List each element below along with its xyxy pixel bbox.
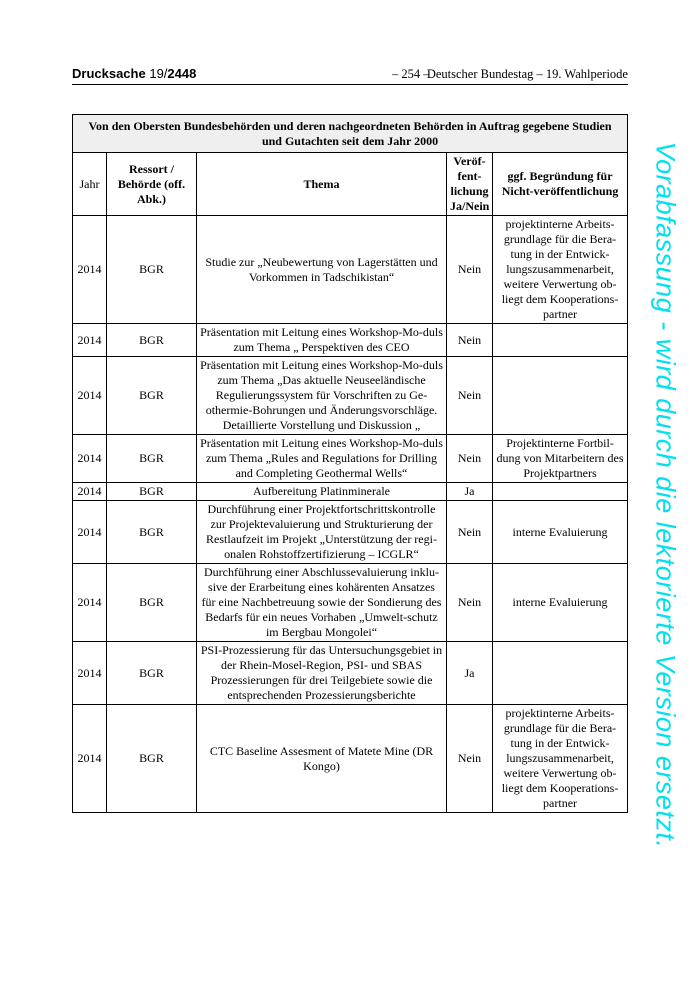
cell-thema: Präsentation mit Leitung eines Workshop-Mo-duls zum Thema „ Perspektiven des CEO <box>197 324 447 357</box>
cell-jahr: 2014 <box>73 357 107 435</box>
page-header <box>72 64 628 85</box>
cell-veroeffentlichung: Nein <box>447 357 493 435</box>
cell-ressort: BGR <box>107 483 197 501</box>
cell-thema: Präsentation mit Leitung eines Workshop-Mo-duls zum Thema „Das aktuelle Neuseeländische Regulierungssystem für Vorschriften zu Ge-othermie-Bohrungen und Änderungsvorschläge. Detaillierte Vorstellung und Diskussion „ <box>197 357 447 435</box>
table-row <box>73 216 628 324</box>
column-header-veroeffentlichung: Veröf-fent-lichung Ja/Nein <box>447 153 493 216</box>
table-row <box>73 324 628 357</box>
cell-veroeffentlichung: Nein <box>447 501 493 564</box>
cell-veroeffentlichung: Nein <box>447 324 493 357</box>
cell-jahr: 2014 <box>73 564 107 642</box>
cell-begruendung <box>493 642 628 705</box>
table-row <box>73 642 628 705</box>
cell-ressort: BGR <box>107 705 197 813</box>
cell-jahr: 2014 <box>73 435 107 483</box>
cell-begruendung <box>493 324 628 357</box>
parliament-period: Deutscher Bundestag – 19. Wahlperiode <box>426 67 628 81</box>
doc-number: 2448 <box>167 66 197 81</box>
table-row <box>73 501 628 564</box>
column-header-ressort: Ressort / Behörde (off. Abk.) <box>107 153 197 216</box>
cell-begruendung: projektinterne Arbeits-grundlage für die Bera-tung in der Entwick-lungszusammenarbeit, weitere Verwertung ob-liegt dem Kooperations-partner <box>493 216 628 324</box>
cell-jahr: 2014 <box>73 483 107 501</box>
column-header-begruendung: ggf. Begründung für Nicht-veröffentlichung <box>493 153 628 216</box>
cell-veroeffentlichung: Nein <box>447 705 493 813</box>
table-row <box>73 705 628 813</box>
cell-begruendung <box>493 483 628 501</box>
table-row <box>73 357 628 435</box>
table-row <box>73 483 628 501</box>
cell-ressort: BGR <box>107 357 197 435</box>
cell-jahr: 2014 <box>73 705 107 813</box>
cell-thema: Aufbereitung Platinminerale <box>197 483 447 501</box>
cell-thema: PSI-Prozessierung für das Untersuchungsgebiet in der Rhein-Mosel-Region, PSI- und SBAS Prozessierungen für drei Teilgebiete sowie die entsprechenden Prozessierungsberichte <box>197 642 447 705</box>
cell-ressort: BGR <box>107 216 197 324</box>
cell-ressort: BGR <box>107 564 197 642</box>
cell-begruendung: interne Evaluierung <box>493 564 628 642</box>
cell-thema: Präsentation mit Leitung eines Workshop-Mo-duls zum Thema „Rules and Regulations for Drilling and Completing Geothermal Wells“ <box>197 435 447 483</box>
cell-ressort: BGR <box>107 435 197 483</box>
cell-jahr: 2014 <box>73 216 107 324</box>
cell-begruendung <box>493 357 628 435</box>
doc-period: 19/ <box>149 66 168 81</box>
table-title: Von den Obersten Bundesbehörden und deren nachgeordneten Behörden in Auftrag gegebene Studien und Gutachten seit dem Jahr 2000 <box>73 115 628 153</box>
column-header-thema: Thema <box>197 153 447 216</box>
cell-ressort: BGR <box>107 501 197 564</box>
draft-watermark: Vorabfassung - wird durch die lektorierte Version ersetzt. <box>650 141 681 849</box>
cell-begruendung: Projektinterne Fortbil-dung von Mitarbeitern des Projektpartners <box>493 435 628 483</box>
cell-veroeffentlichung: Nein <box>447 216 493 324</box>
studies-table <box>72 114 628 813</box>
cell-veroeffentlichung: Nein <box>447 435 493 483</box>
cell-ressort: BGR <box>107 324 197 357</box>
document-number <box>72 66 196 81</box>
table-row <box>73 435 628 483</box>
cell-begruendung: interne Evaluierung <box>493 501 628 564</box>
cell-jahr: 2014 <box>73 324 107 357</box>
cell-jahr: 2014 <box>73 501 107 564</box>
cell-ressort: BGR <box>107 642 197 705</box>
cell-thema: Studie zur „Neubewertung von Lagerstätten und Vorkommen in Tadschikistan“ <box>197 216 447 324</box>
cell-veroeffentlichung: Ja <box>447 642 493 705</box>
cell-thema: Durchführung einer Abschlussevaluierung inklu-sive der Erarbeitung eines kohärenten Ansatzes für eine Nachbetreuung sowie der Sondierung des Bedarfs für ein neues Vorhaben „Umwelt-schutz im Bergbau Mongolei“ <box>197 564 447 642</box>
cell-veroeffentlichung: Ja <box>447 483 493 501</box>
column-header-jahr: Jahr <box>73 153 107 216</box>
cell-jahr: 2014 <box>73 642 107 705</box>
cell-begruendung: projektinterne Arbeits-grundlage für die Bera-tung in der Entwick-lungszusammenarbeit, weitere Verwertung ob-liegt dem Kooperations-partner <box>493 705 628 813</box>
cell-thema: Durchführung einer Projektfortschrittskontrolle zur Projektevaluierung und Strukturierung der Restlaufzeit im Projekt „Unterstützung der regi-onalen Rohstoffzertifizierung – ICGLR“ <box>197 501 447 564</box>
cell-thema: CTC Baseline Assesment of Matete Mine (DR Kongo) <box>197 705 447 813</box>
cell-veroeffentlichung: Nein <box>447 564 493 642</box>
doc-prefix: Drucksache <box>72 66 146 81</box>
page-number: – 254 – <box>392 67 430 81</box>
table-row <box>73 564 628 642</box>
